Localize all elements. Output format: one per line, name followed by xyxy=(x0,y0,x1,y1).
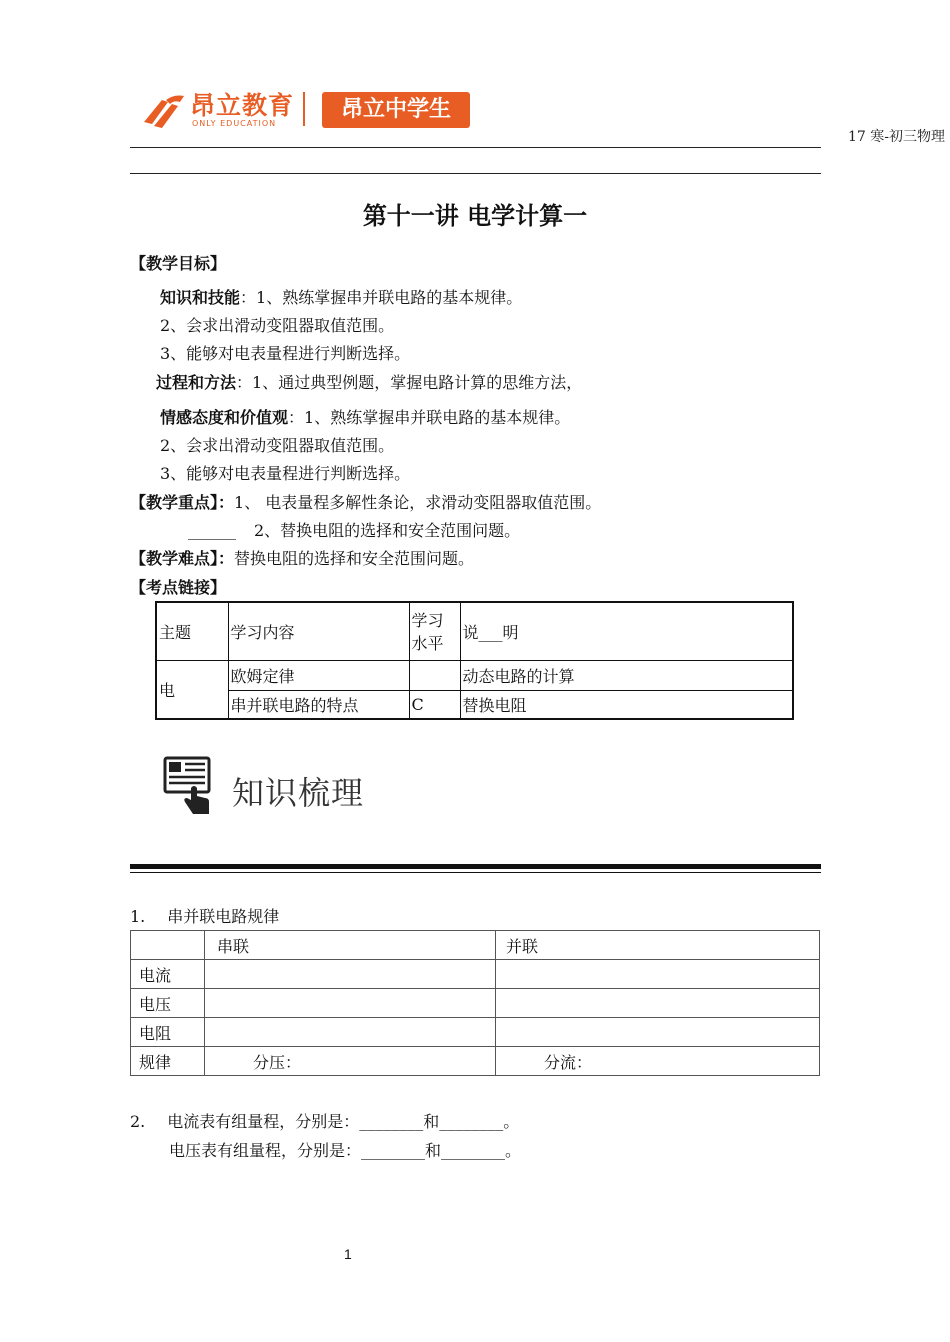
level-cell: C xyxy=(409,690,460,719)
row-label: 电流 xyxy=(131,960,205,989)
emotion-line-1 xyxy=(160,407,570,429)
header-rule-bottom xyxy=(130,173,821,174)
emotion-line-3: 3、能够对电表量程进行判断选择。 xyxy=(160,464,411,483)
header-course-label: 17 寒-初三物理 xyxy=(848,129,945,145)
table-row xyxy=(131,960,820,989)
section-title: 知识梳理 xyxy=(232,774,365,812)
page-number: 1 xyxy=(344,1246,352,1262)
table-header-row xyxy=(156,602,793,660)
key-points-label: 【教学重点】： xyxy=(130,493,235,512)
key-points-line-1 xyxy=(130,492,601,514)
q1-heading xyxy=(130,906,279,928)
logo-subtext: ONLY EDUCATION xyxy=(192,119,277,128)
knowledge-line-1 xyxy=(160,287,522,309)
exam-links-heading: 【考点链接】 xyxy=(130,578,227,597)
header-cell: 并联 xyxy=(496,931,820,960)
header-cell: 说___明 xyxy=(460,602,793,660)
q2-number: 2. xyxy=(130,1112,146,1131)
knowledge-line-3: 3、能够对电表量程进行判断选择。 xyxy=(160,344,411,363)
answer-cell[interactable] xyxy=(496,1018,820,1047)
header-cell: 主题 xyxy=(156,602,228,660)
header-cell: 学习内容 xyxy=(228,602,409,660)
difficult-points-text: 替换电阻的选择和安全范围问题。 xyxy=(234,549,475,568)
answer-cell[interactable] xyxy=(205,1018,496,1047)
q2-line-2: 电压表有组量程，分别是：________和________。 xyxy=(169,1141,522,1160)
logo-badge: 昂立中学生 xyxy=(322,92,470,128)
emotion-line-2: 2、会求出滑动变阻器取值范围。 xyxy=(160,436,395,455)
logo-text: 昂立教育 xyxy=(190,91,295,120)
q1-title: 串并联电路规律 xyxy=(167,907,280,926)
table-row xyxy=(156,660,793,690)
answer-cell[interactable] xyxy=(496,960,820,989)
row-label: 规律 xyxy=(131,1047,205,1076)
content-cell: 串并联电路的特点 xyxy=(228,690,409,719)
table-header-row xyxy=(131,931,820,960)
header-cell: 串联 xyxy=(205,931,496,960)
key-points-line-2 xyxy=(188,520,520,542)
table-row xyxy=(156,690,793,719)
section-rule-thin xyxy=(130,872,821,873)
level-cell xyxy=(409,660,460,690)
header-cell xyxy=(131,931,205,960)
answer-cell[interactable] xyxy=(205,960,496,989)
answer-cell[interactable]: 分流： xyxy=(496,1047,820,1076)
header-rule-top xyxy=(130,147,821,148)
key-points-blank: ______ xyxy=(188,521,236,540)
table-row xyxy=(131,1018,820,1047)
logo-divider xyxy=(303,92,305,126)
difficult-points-label: 【教学难点】： xyxy=(130,549,235,568)
logo-swoosh-icon xyxy=(140,92,188,130)
table-row xyxy=(131,1047,820,1076)
knowledge-text-1: ：1、熟练掌握串并联电路的基本规律。 xyxy=(240,288,523,307)
knowledge-line-2: 2、会求出滑动变阻器取值范围。 xyxy=(160,316,395,335)
book-hand-icon xyxy=(163,756,213,816)
row-label: 电压 xyxy=(131,989,205,1018)
process-label: 过程和方法 xyxy=(156,373,237,392)
q1-number: 1. xyxy=(130,907,146,926)
q2-line-1 xyxy=(130,1111,519,1133)
key-points-item-1: 1、 电表量程多解性条论，求滑动变阻器取值范围。 xyxy=(234,493,602,512)
topic-cell: 电 xyxy=(156,660,228,719)
note-cell: 替换电阻 xyxy=(460,690,793,719)
process-text-1: ：1、通过典型例题，掌握电路计算的思维方法， xyxy=(236,373,583,392)
note-cell: 动态电路的计算 xyxy=(460,660,793,690)
circuit-rules-table xyxy=(130,930,820,1076)
answer-cell[interactable]: 分压： xyxy=(205,1047,496,1076)
exam-links-table xyxy=(155,601,794,720)
page-title: 第十一讲 电学计算一 xyxy=(362,202,588,230)
emotion-text-1: ：1、熟练掌握串并联电路的基本规律。 xyxy=(288,408,571,427)
emotion-label: 情感态度和价值观 xyxy=(160,408,289,427)
answer-cell[interactable] xyxy=(496,989,820,1018)
header-cell: 学习水平 xyxy=(409,602,460,660)
answer-cell[interactable] xyxy=(205,989,496,1018)
table-row xyxy=(131,989,820,1018)
q2-text-1: 电流表有组量程，分别是：________和________。 xyxy=(167,1112,520,1131)
content-cell: 欧姆定律 xyxy=(228,660,409,690)
row-label: 电阻 xyxy=(131,1018,205,1047)
key-points-item-2: 2、替换电阻的选择和安全范围问题。 xyxy=(254,521,521,540)
section-rule-thick xyxy=(130,864,821,869)
objectives-heading: 【教学目标】 xyxy=(130,254,227,273)
knowledge-label: 知识和技能 xyxy=(160,288,241,307)
process-line-1 xyxy=(156,372,582,394)
difficult-points-line xyxy=(130,548,474,570)
